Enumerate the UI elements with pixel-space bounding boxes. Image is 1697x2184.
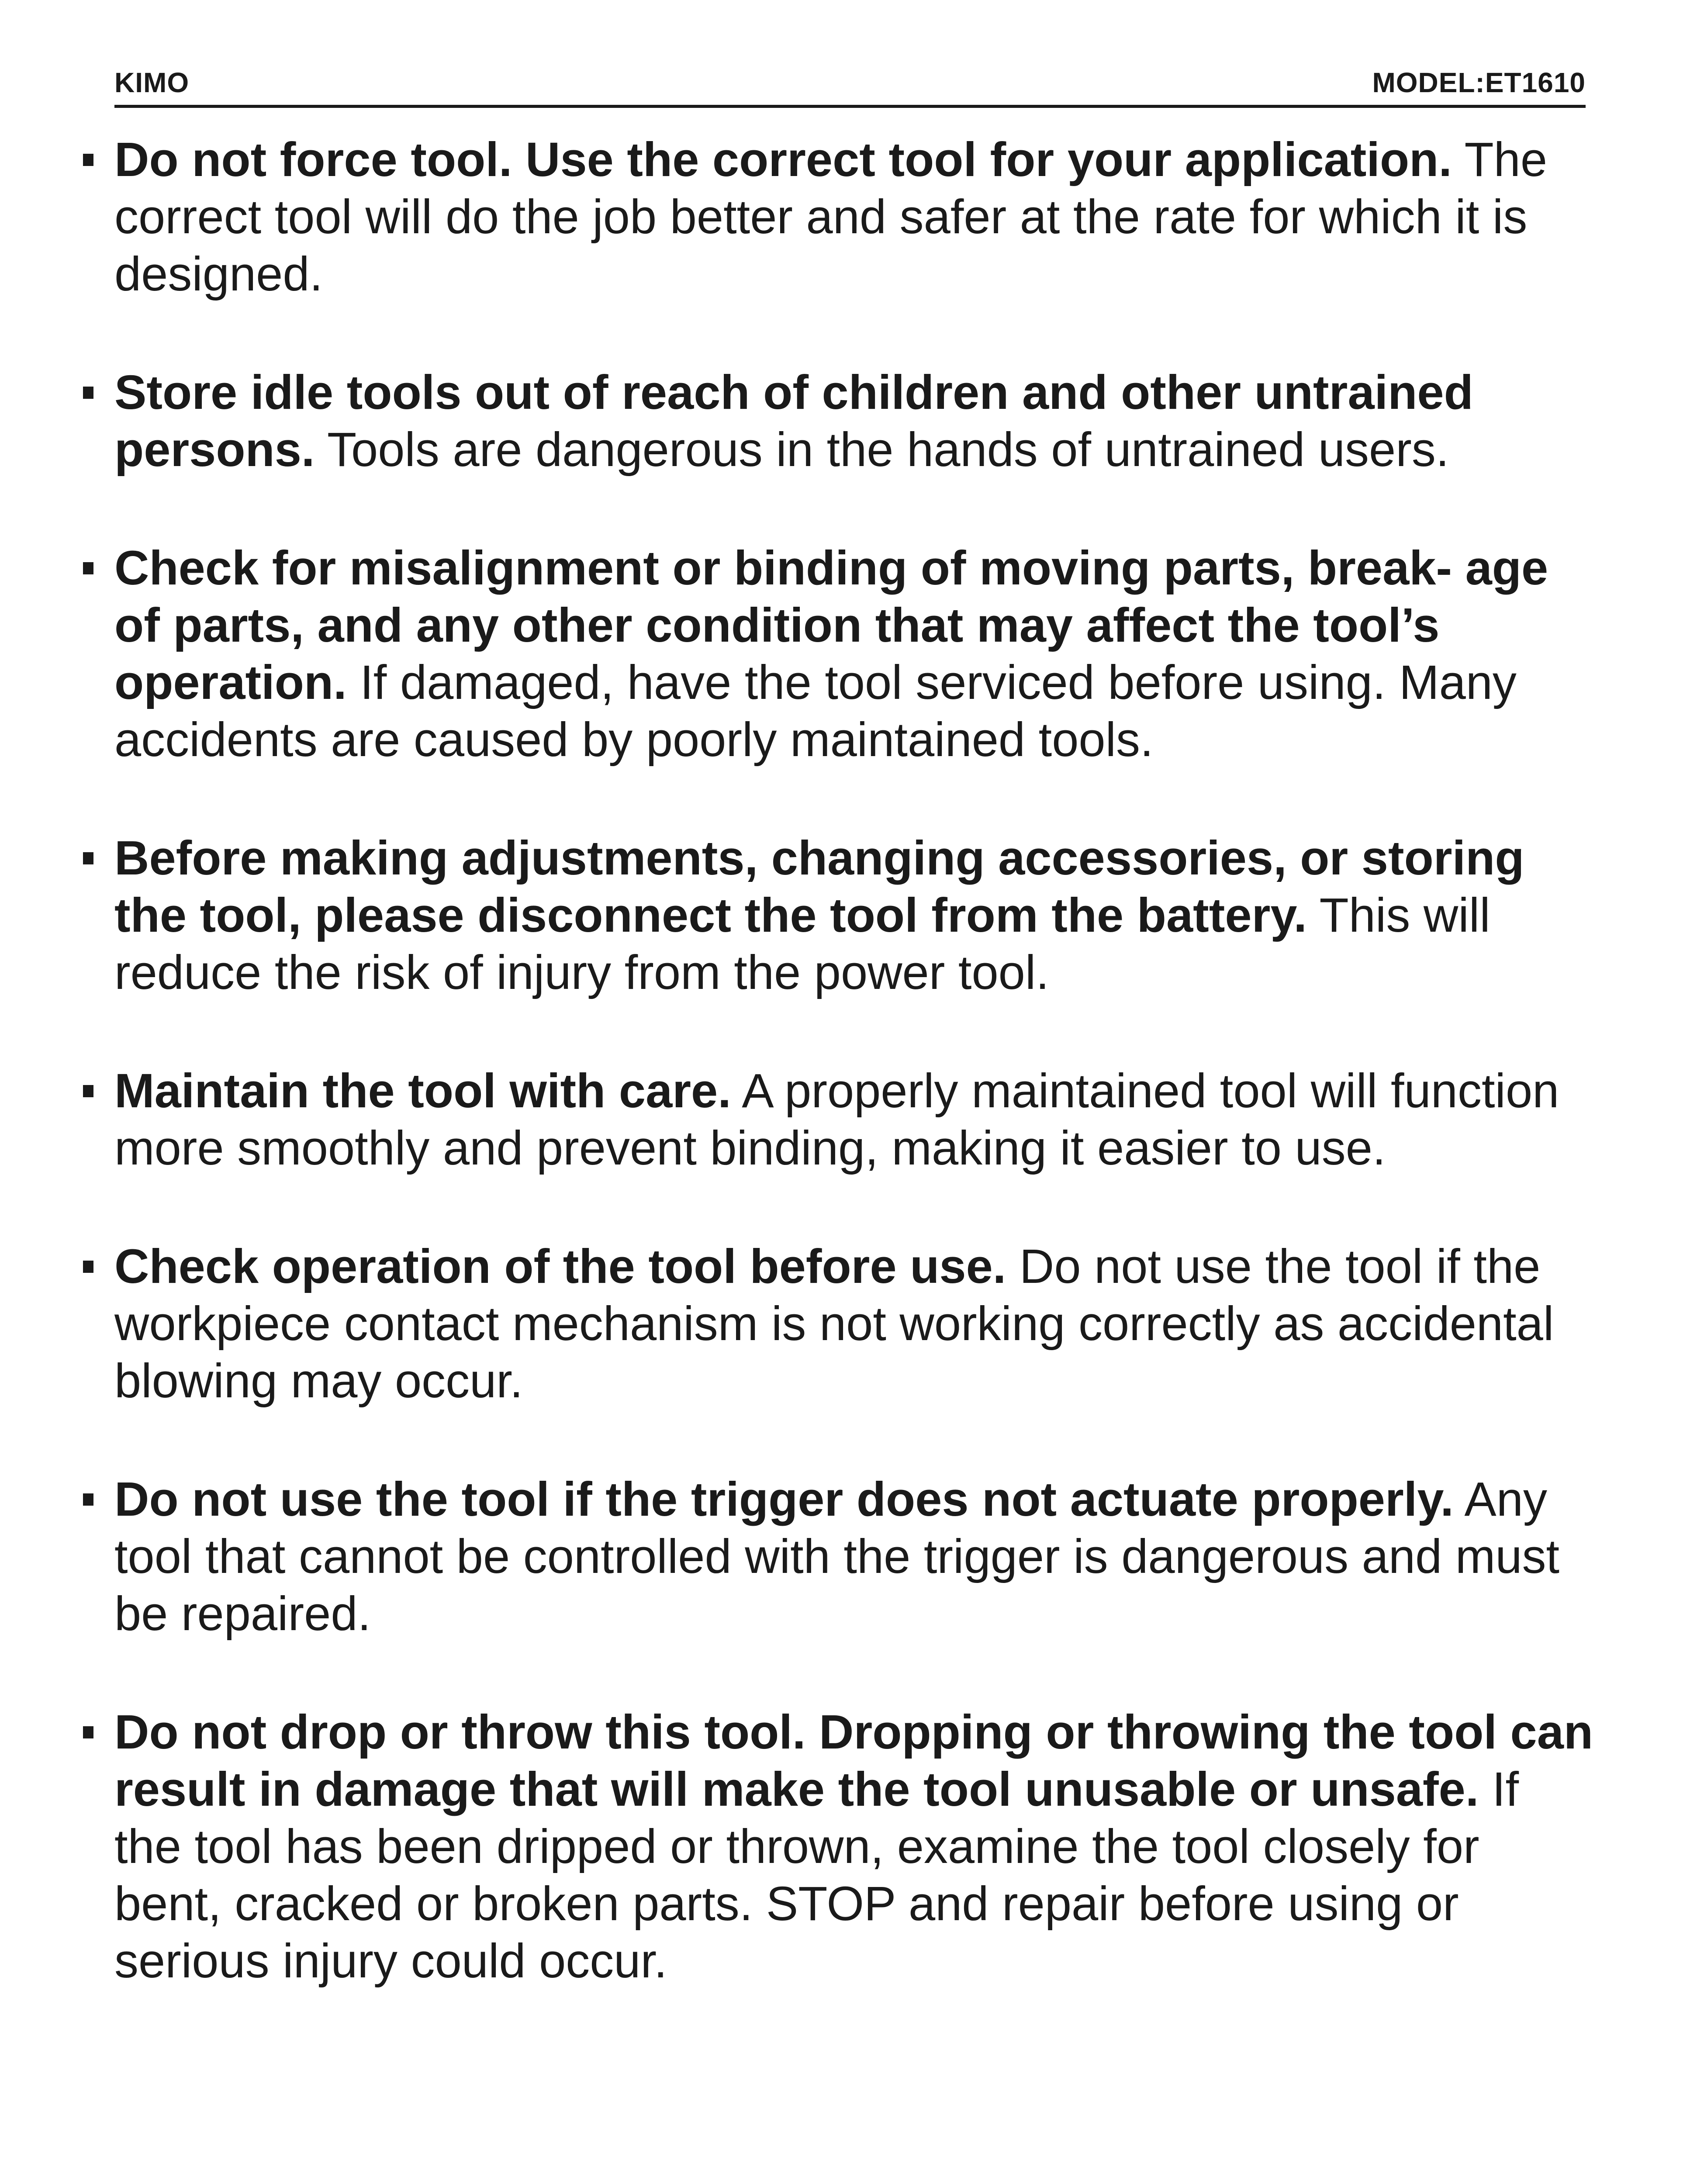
item-heading: Do not use the tool if the trigger does not actuate properly. xyxy=(114,1472,1454,1526)
list-item xyxy=(114,539,1594,768)
safety-instructions-list xyxy=(114,131,1594,2051)
item-text: If damaged, have the tool serviced before using. Many accidents are caused by poorly maintained tools. xyxy=(114,656,1517,767)
bullet-icon xyxy=(83,154,93,166)
bullet-icon xyxy=(83,387,93,399)
list-item xyxy=(114,131,1594,303)
item-heading: Before making adjustments, changing accessories, or storing the tool, please disconnect the tool from the battery. xyxy=(114,831,1524,942)
model-number: MODEL:ET1610 xyxy=(1372,67,1586,98)
bullet-icon xyxy=(83,1726,93,1738)
list-item xyxy=(114,829,1594,1001)
item-text: Tools are dangerous in the hands of untrained users. xyxy=(315,423,1449,477)
item-heading: Check operation of the tool before use. xyxy=(114,1240,1006,1293)
item-text: If the tool has been dripped or thrown, examine the tool closely for bent, cracked or broken parts. STOP and repair before using or serious injury could occur. xyxy=(114,1762,1519,1988)
list-item xyxy=(114,1471,1594,1642)
list-item xyxy=(114,1704,1594,1990)
list-item xyxy=(114,1062,1594,1177)
item-heading: Do not drop or throw this tool. Dropping or throwing the tool can result in damage that will make the tool unusable or unsafe. xyxy=(114,1705,1593,1816)
item-heading: Maintain the tool with care. xyxy=(114,1064,731,1118)
item-heading: Do not force tool. Use the correct tool for your application. xyxy=(114,133,1452,187)
bullet-icon xyxy=(83,1493,93,1506)
item-heading: Check for misalignment or binding of moving parts, break- age of parts, and any other condition that may affect the tool’s operation. xyxy=(114,541,1548,709)
item-heading: Store idle tools out of reach of children and other untrained persons. xyxy=(114,366,1473,477)
item-text: Any tool that cannot be controlled with the trigger is dangerous and must be repaired. xyxy=(114,1472,1560,1641)
bullet-icon xyxy=(83,562,93,574)
item-text: This will reduce the risk of injury from the power tool. xyxy=(114,888,1490,999)
item-text: The correct tool will do the job better and safer at the rate for which it is designed. xyxy=(114,133,1548,301)
item-text: Do not use the tool if the workpiece contact mechanism is not working correctly as accidental blowing may occur. xyxy=(114,1240,1554,1408)
bullet-icon xyxy=(83,1085,93,1097)
item-text: A properly maintained tool will function more smoothly and prevent binding, making it easier to use. xyxy=(114,1064,1559,1175)
brand-name: KIMO xyxy=(114,67,190,98)
list-item xyxy=(114,364,1594,478)
list-item xyxy=(114,1238,1594,1410)
bullet-icon xyxy=(83,852,93,864)
page-header xyxy=(114,66,1586,108)
bullet-icon xyxy=(83,1261,93,1273)
